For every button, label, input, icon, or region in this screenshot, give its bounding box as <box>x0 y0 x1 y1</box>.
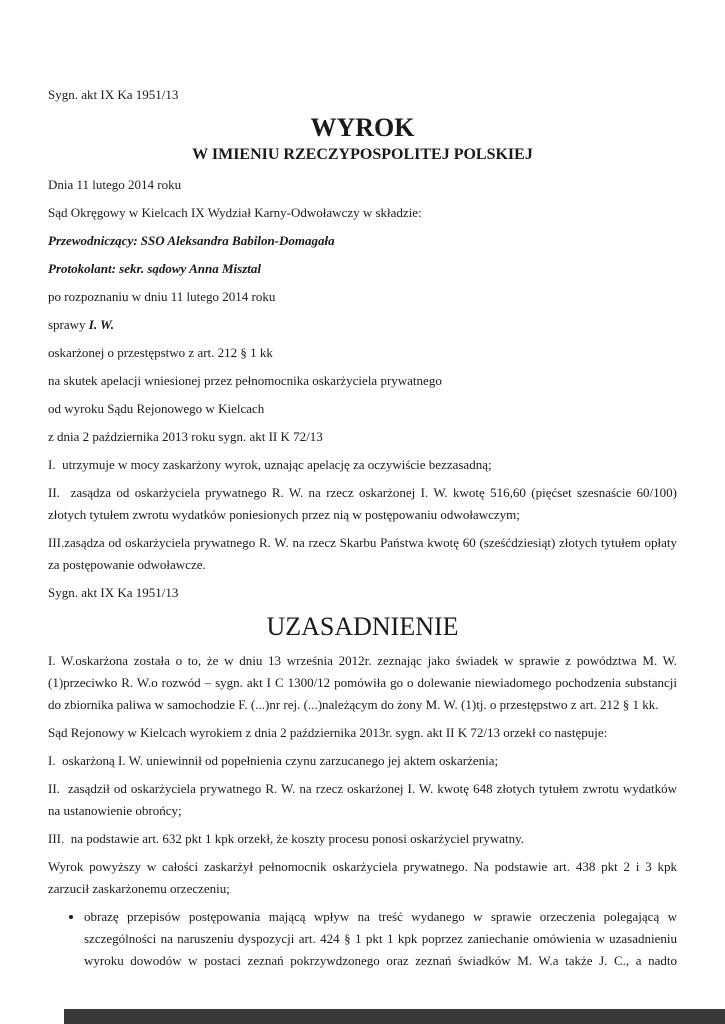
appealed-judgment-date-line <box>48 426 677 448</box>
hearing-date-line <box>48 286 677 308</box>
text-segment: II. zasądził od oskarżyciela prywatnego R. W. na rzecz oskarżonej I. W. kwotę 648 złotych tytułem zwrotu wydatków na ustanowienie obrońcy; <box>48 781 677 818</box>
date-line <box>48 174 677 196</box>
appeal-source-line <box>48 370 677 392</box>
appeal-objection-item <box>84 906 677 972</box>
text-segment: z dnia 2 października 2013 roku sygn. akt II K 72/13 <box>48 429 323 444</box>
text-segment: Sąd Rejonowy w Kielcach wyrokiem z dnia 2 października 2013r. sygn. akt II K 72/13 orzekł co następuje: <box>48 725 608 740</box>
presiding-judge-line <box>48 230 677 252</box>
appeal-intro-paragraph <box>48 856 677 900</box>
text-segment: I. oskarżoną I. W. uniewinnił od popełnienia czynu zarzucanego jej aktem oskarżenia; <box>48 753 499 768</box>
text-segment: sprawy <box>48 317 89 332</box>
text-segment: od wyroku Sądu Rejonowego w Kielcach <box>48 401 265 416</box>
appealed-judgment-line <box>48 398 677 420</box>
first-instance-point-3 <box>48 828 677 850</box>
text-segment: III. na podstawie art. 632 pkt 1 kpk orzekł, że koszty procesu ponosi oskarżyciel prywatny. <box>48 831 525 846</box>
ruling-point-3 <box>48 532 677 576</box>
text-segment: III.zasądza od oskarżyciela prywatnego R. W. na rzecz Skarbu Państwa kwotę 60 (sześćdziesiąt) złotych tytułem opłaty za postępowanie odwoławcze. <box>48 535 677 572</box>
text-segment: I. utrzymuje w mocy zaskarżony wyrok, uznając apelację za oczywiście bezzasadną; <box>48 457 492 472</box>
court-composition-line <box>48 202 677 224</box>
case-of-line <box>48 314 677 336</box>
charge-line <box>48 342 677 364</box>
text-segment: na skutek apelacji wniesionej przez pełnomocnika oskarżyciela prywatnego <box>48 373 442 388</box>
text-segment: I. W.oskarżona została o to, że w dniu 13 września 2012r. zeznając jako świadek w sprawie z powództwa M. W.(1)przeciwko R. W.o rozwód – sygn. akt I C 1300/12 pomówiła go o dolewanie niewiadomego pochodzenia substancji do zbiornika paliwa w samochodzie F. (...)nr rej. (...)należącym do żony M. W. (1)tj. o przestępstwo z art. 212 § 1 kk. <box>48 653 677 712</box>
clerk-text: Protokolant: sekr. sądowy Anna Misztal <box>48 261 261 276</box>
text-segment: po rozpoznaniu w dniu 11 lutego 2014 roku <box>48 289 276 304</box>
text-segment: II. zasądza od oskarżyciela prywatnego R. W. na rzecz oskarżonej I. W. kwotę 516,60 (pięćset szesnaście 60/100) złotych tytułem zwrotu wydatków poniesionych przez nią w postępowaniu odwoławczym; <box>48 485 677 522</box>
ruling-point-1 <box>48 454 677 476</box>
district-court-ruling-line <box>48 722 677 744</box>
justification-title: UZASADNIENIE <box>266 612 459 641</box>
first-instance-point-2 <box>48 778 677 822</box>
text-segment: obrazę przepisów postępowania mającą wpływ na treść wydanego w sprawie orzeczenia polegającą w szczególności na naruszeniu dyspozycji art. 424 § 1 pkt 1 kpk poprzez zaniechanie omówienia w uzasadnieniu wyroku dowodów w postaci zeznań pokrzywdzonego oraz zeznań świadków M. W.a także J. C., a nadto <box>84 909 677 968</box>
clerk-line <box>48 258 677 280</box>
text-segment: oskarżonej o przestępstwo z art. 212 § 1 kk <box>48 345 273 360</box>
text-segment: Dnia 11 lutego 2014 roku <box>48 177 182 192</box>
ruling-point-2 <box>48 482 677 526</box>
first-instance-point-1 <box>48 750 677 772</box>
judgment-subtitle: W IMIENIU RZECZYPOSPOLITEJ POLSKIEJ <box>192 146 533 163</box>
presiding-judge-text: Przewodniczący: SSO Aleksandra Babilon-Domagała <box>48 233 335 248</box>
text-segment: Sąd Okręgowy w Kielcach IX Wydział Karny-Odwoławczy w składzie: <box>48 205 422 220</box>
defendant-initials: I. W. <box>88 317 114 332</box>
case-number: Sygn. akt IX Ka 1951/13 <box>48 87 179 102</box>
judgment-title: WYROK <box>310 113 415 142</box>
appeal-objections-list <box>48 906 677 972</box>
justification-paragraph-1 <box>48 650 677 716</box>
case-number-2: Sygn. akt IX Ka 1951/13 <box>48 585 179 600</box>
text-segment: Wyrok powyższy w całości zaskarżył pełnomocnik oskarżyciela prywatnego. Na podstawie art. 438 pkt 2 i 3 kpk zarzucił zaskarżonemu orzeczeniu; <box>48 859 677 896</box>
bottom-bar <box>64 1009 725 1024</box>
